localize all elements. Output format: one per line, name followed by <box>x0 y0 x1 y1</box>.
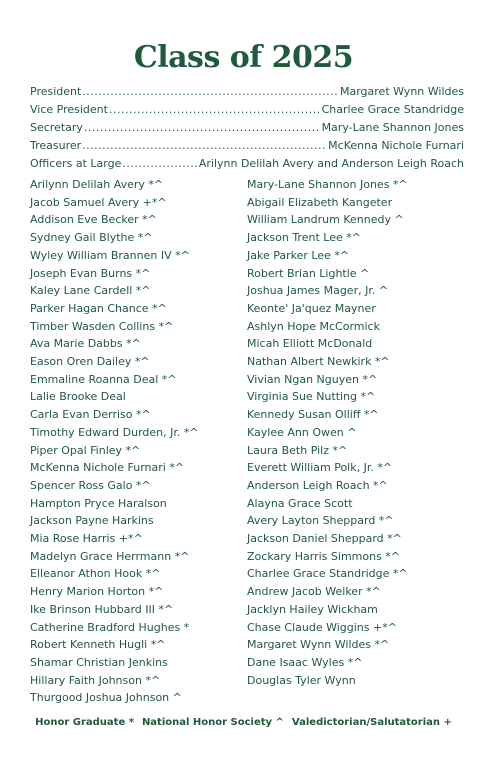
student-name: Joseph Evan Burns *^ <box>30 266 151 280</box>
officer-role: Secretary <box>30 121 83 134</box>
student-name: Emmaline Roanna Deal *^ <box>30 372 177 386</box>
student-name: Joshua James Mager, Jr. ^ <box>247 284 389 298</box>
student-name: Charlee Grace Standridge *^ <box>247 567 408 581</box>
student-name: Wyley William Brannen IV *^ <box>30 248 190 262</box>
student-name: Eason Oren Dailey *^ <box>30 355 150 369</box>
officer-name: Margaret Wynn Wildes <box>339 85 464 98</box>
student-name: Alayna Grace Scott <box>247 496 353 510</box>
student-name: Jackson Payne Harkins <box>30 514 154 528</box>
student-name: Ike Brinson Hubbard III *^ <box>30 602 174 616</box>
officer-name: Charlee Grace Standridge <box>321 103 464 116</box>
student-name: Jacob Samuel Avery +*^ <box>30 195 167 209</box>
student-name: Chase Claude Wiggins +*^ <box>247 620 397 634</box>
student-name: Dane Isaac Wyles *^ <box>247 655 363 669</box>
student-name: Abigail Elizabeth Kangeter <box>247 195 393 209</box>
student-name: Ashlyn Hope McCormick <box>247 319 380 333</box>
student-name: Parker Hagan Chance *^ <box>30 301 167 315</box>
student-name: Robert Kenneth Hugli *^ <box>30 638 166 652</box>
student-name: Jake Parker Lee *^ <box>247 248 350 262</box>
student-name: Laura Beth Pilz *^ <box>247 443 348 457</box>
student-name: Catherine Bradford Hughes * <box>30 620 190 634</box>
student-name: Jackson Daniel Sheppard *^ <box>247 532 402 546</box>
leader-dots <box>122 157 197 170</box>
student-name: Arilynn Delilah Avery *^ <box>30 178 164 191</box>
student-name: Hillary Faith Johnson *^ <box>30 673 161 687</box>
student-name: Kaley Lane Cardell *^ <box>30 284 151 298</box>
student-name: Kaylee Ann Owen ^ <box>247 425 357 439</box>
officer-row <box>30 157 464 175</box>
student-name: Zockary Harris Simmons *^ <box>247 549 401 563</box>
legend-item: Valedictorian/Salutatorian + <box>291 717 452 728</box>
student-name: Addison Eve Becker *^ <box>30 213 157 227</box>
student-name: Spencer Ross Galo *^ <box>30 478 151 492</box>
officer-role: Vice President <box>30 103 108 116</box>
student-name: Hampton Pryce Haralson <box>30 496 167 510</box>
legend-item: Honor Graduate * <box>35 717 134 728</box>
student-name: McKenna Nichole Furnari *^ <box>30 461 185 475</box>
leader-dots <box>84 121 321 134</box>
leader-dots <box>82 85 339 98</box>
student-name: Nathan Albert Newkirk *^ <box>247 355 390 369</box>
student-name: Margaret Wynn Wildes *^ <box>247 638 390 652</box>
officer-row <box>30 121 464 139</box>
student-name: Thurgood Joshua Johnson ^ <box>30 691 182 705</box>
student-name: Lalie Brooke Deal <box>30 390 126 404</box>
leader-dots <box>82 139 327 152</box>
student-name: Madelyn Grace Herrmann *^ <box>30 549 190 563</box>
roster-column-right <box>247 176 408 689</box>
officer-name: Arilynn Delilah Avery and Anderson Leigh Roach <box>198 157 464 170</box>
student-name: Timber Wasden Collins *^ <box>30 319 174 333</box>
student-name: Kennedy Susan Olliff *^ <box>247 408 379 422</box>
student-name: Piper Opal Finley *^ <box>30 443 141 457</box>
student-name: Everett William Polk, Jr. *^ <box>247 461 393 475</box>
student-name: Jacklyn Hailey Wickham <box>247 602 378 616</box>
officer-name: McKenna Nichole Furnari <box>328 139 464 152</box>
leader-dots <box>109 103 321 116</box>
officer-row <box>30 139 464 157</box>
legend <box>0 717 487 728</box>
student-name: Carla Evan Derriso *^ <box>30 408 151 422</box>
officer-role: Officers at Large <box>30 157 122 170</box>
student-name: Mia Rose Harris +*^ <box>30 532 143 546</box>
student-name: Jackson Trent Lee *^ <box>247 231 361 245</box>
student-name: Henry Marion Horton *^ <box>30 585 164 599</box>
student-name: Robert Brian Lightle ^ <box>247 266 370 280</box>
student-name: William Landrum Kennedy ^ <box>247 213 404 227</box>
student-name: Sydney Gail Blythe *^ <box>30 231 153 245</box>
student-name: Anderson Leigh Roach *^ <box>247 478 388 492</box>
student-name: Keonte' Ja'quez Mayner <box>247 301 376 315</box>
officer-role: Treasurer <box>30 139 82 152</box>
roster-column-left <box>30 176 199 707</box>
student-name: Mary-Lane Shannon Jones *^ <box>247 178 408 191</box>
student-name: Avery Layton Sheppard *^ <box>247 514 394 528</box>
student-name: Elleanor Athon Hook *^ <box>30 567 161 581</box>
officers-list <box>30 85 464 175</box>
officer-role: President <box>30 85 82 98</box>
officer-name: Mary-Lane Shannon Jones <box>321 121 464 134</box>
student-name: Vivian Ngan Nguyen *^ <box>247 372 378 386</box>
officer-row <box>30 85 464 103</box>
student-name: Virginia Sue Nutting *^ <box>247 390 376 404</box>
legend-item: National Honor Society ^ <box>141 717 284 728</box>
page-title: Class of 2025 <box>133 40 354 75</box>
student-name: Timothy Edward Durden, Jr. *^ <box>30 425 199 439</box>
student-name: Douglas Tyler Wynn <box>247 673 356 687</box>
officer-row <box>30 103 464 121</box>
student-name: Shamar Christian Jenkins <box>30 655 168 669</box>
student-name: Andrew Jacob Welker *^ <box>247 585 381 599</box>
student-name: Micah Elliott McDonald <box>247 337 373 351</box>
student-name: Ava Marie Dabbs *^ <box>30 337 141 351</box>
